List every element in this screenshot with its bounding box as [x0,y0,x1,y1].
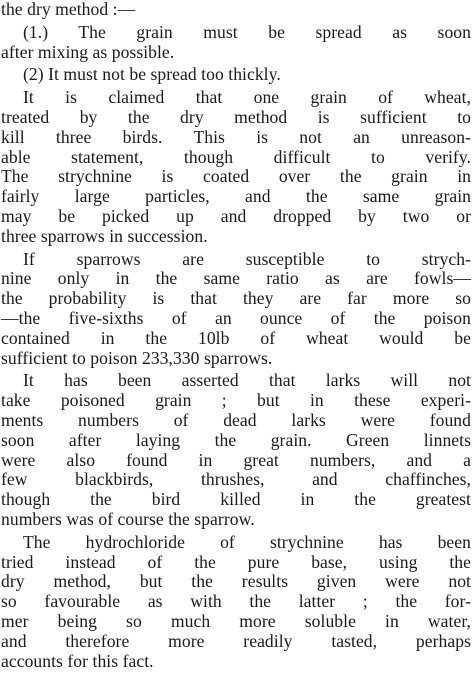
text-line: nine only in the same ratio as are fowls— [1,268,471,289]
text-line: mer being so much more soluble in water, [1,610,471,631]
text-line: take poisoned grain ; but in these experi- [1,390,471,411]
text-line: treated by the dry method is sufficient to [1,106,471,127]
text-line: The hydrochloride of strychnine has been [23,531,471,552]
text-line: able statement, though difficult to verify. [1,146,471,167]
text-line: fairly large particles, and the same grain [1,186,471,207]
text-line: may be picked up and dropped by two or [1,205,471,226]
paragraph-hydrochloride [1,533,471,672]
paragraph-one-grain [1,88,471,246]
text-line: tried instead of the pure base, using the [1,551,471,572]
paragraph-sparrows-susceptible [1,250,471,369]
text-line: ments numbers of dead larks were found [1,409,471,430]
text-line: after mixing as possible. [1,41,175,62]
text-line: the probability is that they are far more so [1,288,471,309]
text-line: soon after laying the grain. Green linnets [1,429,471,450]
paragraph-larks [1,371,471,529]
text-line: and therefore more readily tasted, perhaps [1,630,471,651]
paragraph-dry-method-intro [1,0,471,20]
text-line: (2) It must not be spread too thickly. [23,64,281,85]
text-line: kill three birds. This is not an unreason- [1,126,471,147]
text-line: It is claimed that one grain of wheat, [23,87,471,108]
text-line: contained in the 10lb of wheat would be [1,327,471,348]
text-line: so favourable as with the latter ; the for- [1,591,471,612]
text-line: three sparrows in succession. [1,225,208,246]
text-line: If sparrows are susceptible to strych- [23,248,471,269]
paragraph-rule-one [1,23,471,63]
paragraph-rule-two [1,65,471,85]
text-line: few blackbirds, thrushes, and chaffinches, [1,469,471,490]
text-line: the dry method :— [1,0,136,19]
text-line: sufficient to poison 233,330 sparrows. [1,347,273,368]
text-line: —the five-sixths of an ounce of the poison [1,307,471,328]
text-line: It has been asserted that larks will not [23,370,471,391]
text-line: numbers was of course the sparrow. [1,508,255,529]
text-line: accounts for this fact. [1,650,154,671]
text-line: were also found in great numbers, and a [1,449,471,470]
text-line: dry method, but the results given were not [1,571,471,592]
text-line: The strychnine is coated over the grain in [1,166,471,187]
text-line: though the bird killed in the greatest [1,489,471,510]
text-line: (1.) The grain must be spread as soon [23,21,471,42]
